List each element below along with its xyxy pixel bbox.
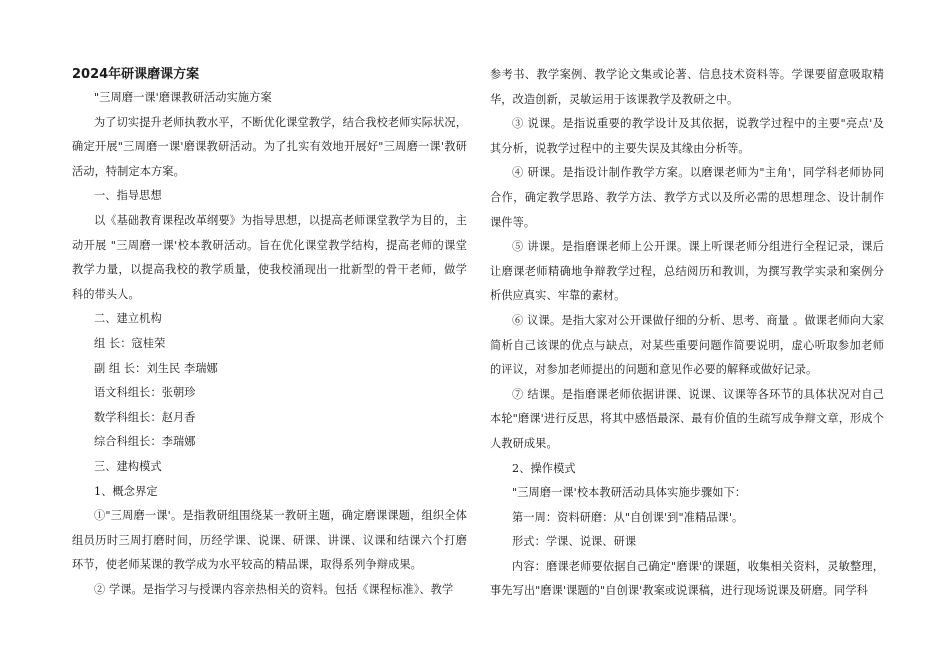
left-paragraph: ①"三周磨一课'。是指教研组围绕某一教研主题，确定磨课课题，组织全体组员历时三周打磨时间，历经学课、说课、研课、讲课、议课和结课六个打磨环节，使老师某课的教学成为水平较高的精品课，取得系列争辩成果。 [72, 509, 467, 572]
left-paragraph: 综合科组长：李瑞娜 [94, 435, 196, 449]
right-paragraph: 第一周：资料研磨：从"自创课'到"准精品课'。 [512, 510, 744, 524]
left-paragraph: ② 学课。是指学习与授课内容亲热相关的资料。包括《课程标准》、教学 [94, 582, 454, 596]
left-paragraph: 一、指导思想 [94, 189, 162, 203]
right-paragraph: "三周磨一课'校本教研活动具体实施步骤如下： [512, 486, 747, 500]
right-paragraph: 形式：学课、说课、研课 [512, 535, 637, 549]
right-paragraph: ⑥ 议课。是指大家对公开课做仔细的分析、思考、商量 。做课老师向大家简析自己该课的优点与缺点，对某些重要问题作简要说明，虚心听取参加老师的评议，对参加老师提出的问题和意见作必要的解释或做好记录。 [490, 313, 884, 377]
left-paragraph: 组 长：寇桂荣 [94, 336, 166, 350]
right-paragraph: ⑦ 结课。是指磨课老师依据讲课、说课、议课等各环节的具体状况对自己本轮"磨课'进行反思，将其中感悟最深、最有价值的生疏写成争辩文章，形成个人教研成果。 [490, 387, 884, 450]
right-paragraph: ⑤ 讲课。是指磨课老师上公开课。课上听课老师分组进行全程记录，课后让磨课老师精确地争辩教学过程，总结阅历和教训，为撰写教学实录和案例分析供应真实、牢靠的素材。 [490, 240, 884, 303]
left-paragraph: 副 组 长：刘生民 李瑞娜 [94, 361, 218, 375]
document-title: 2024年研课磨课方案 [72, 67, 200, 82]
left-paragraph: 数学科组长：赵月香 [94, 410, 196, 424]
left-paragraph: 三、建构模式 [94, 459, 162, 473]
left-paragraph: 为了切实提升老师执教水平，不断优化课堂教学，结合我校老师实际状况，确定开展"三周磨一课'磨课教研活动。为了扎实有效地开展好"三周磨一课'教研活动，特制定本方案。 [72, 115, 467, 178]
right-paragraph: 参考书、教学案例、教学论文集或论著、信息技术资料等。学课要留意吸取精华，改造创新，灵敏运用于该课教学及教研之中。 [490, 68, 884, 106]
right-paragraph: 内容：磨课老师要依据自己确定"磨课'的课题，收集相关资料，灵敏整理，事先写出"磨课'课题的"自创课'教案或说课稿，进行现场说课及研磨。同学科 [490, 559, 884, 598]
right-paragraph: ③ 说课。是指说重要的教学设计及其依据，说教学过程中的主要"亮点'及其分析，说教学过程中的主要失误及其缘由分析等。 [490, 117, 884, 155]
left-paragraph: 二、建立机构 [94, 312, 162, 326]
left-paragraph: "三周磨一课'磨课教研活动实施方案 [94, 91, 272, 104]
left-paragraph: 1、概念界定 [94, 484, 158, 498]
right-paragraph: 2、操作模式 [512, 461, 576, 475]
right-paragraph: ④ 研课。是指设计制作教学方案。以磨课老师为"主角'，同学科老师协同合作，确定教学思路、教学方法、教学方式以及所必需的思想理念、设计制作课件等。 [490, 166, 884, 229]
left-column-body [72, 86, 467, 602]
left-paragraph: 语文科组长：张朝珍 [94, 386, 196, 400]
left-paragraph: 以《基础教育课程改革纲要》为指导思想，以提高老师课堂教学为目的，主动开展 "三周磨一课'校本教研活动。旨在优化课堂教学结构，提高老师的课堂教学力量，以提高我校的教学质量，使我校涌现出一批新型的骨干老师，做学科的带头人。 [72, 213, 467, 301]
right-column-body [490, 63, 884, 604]
